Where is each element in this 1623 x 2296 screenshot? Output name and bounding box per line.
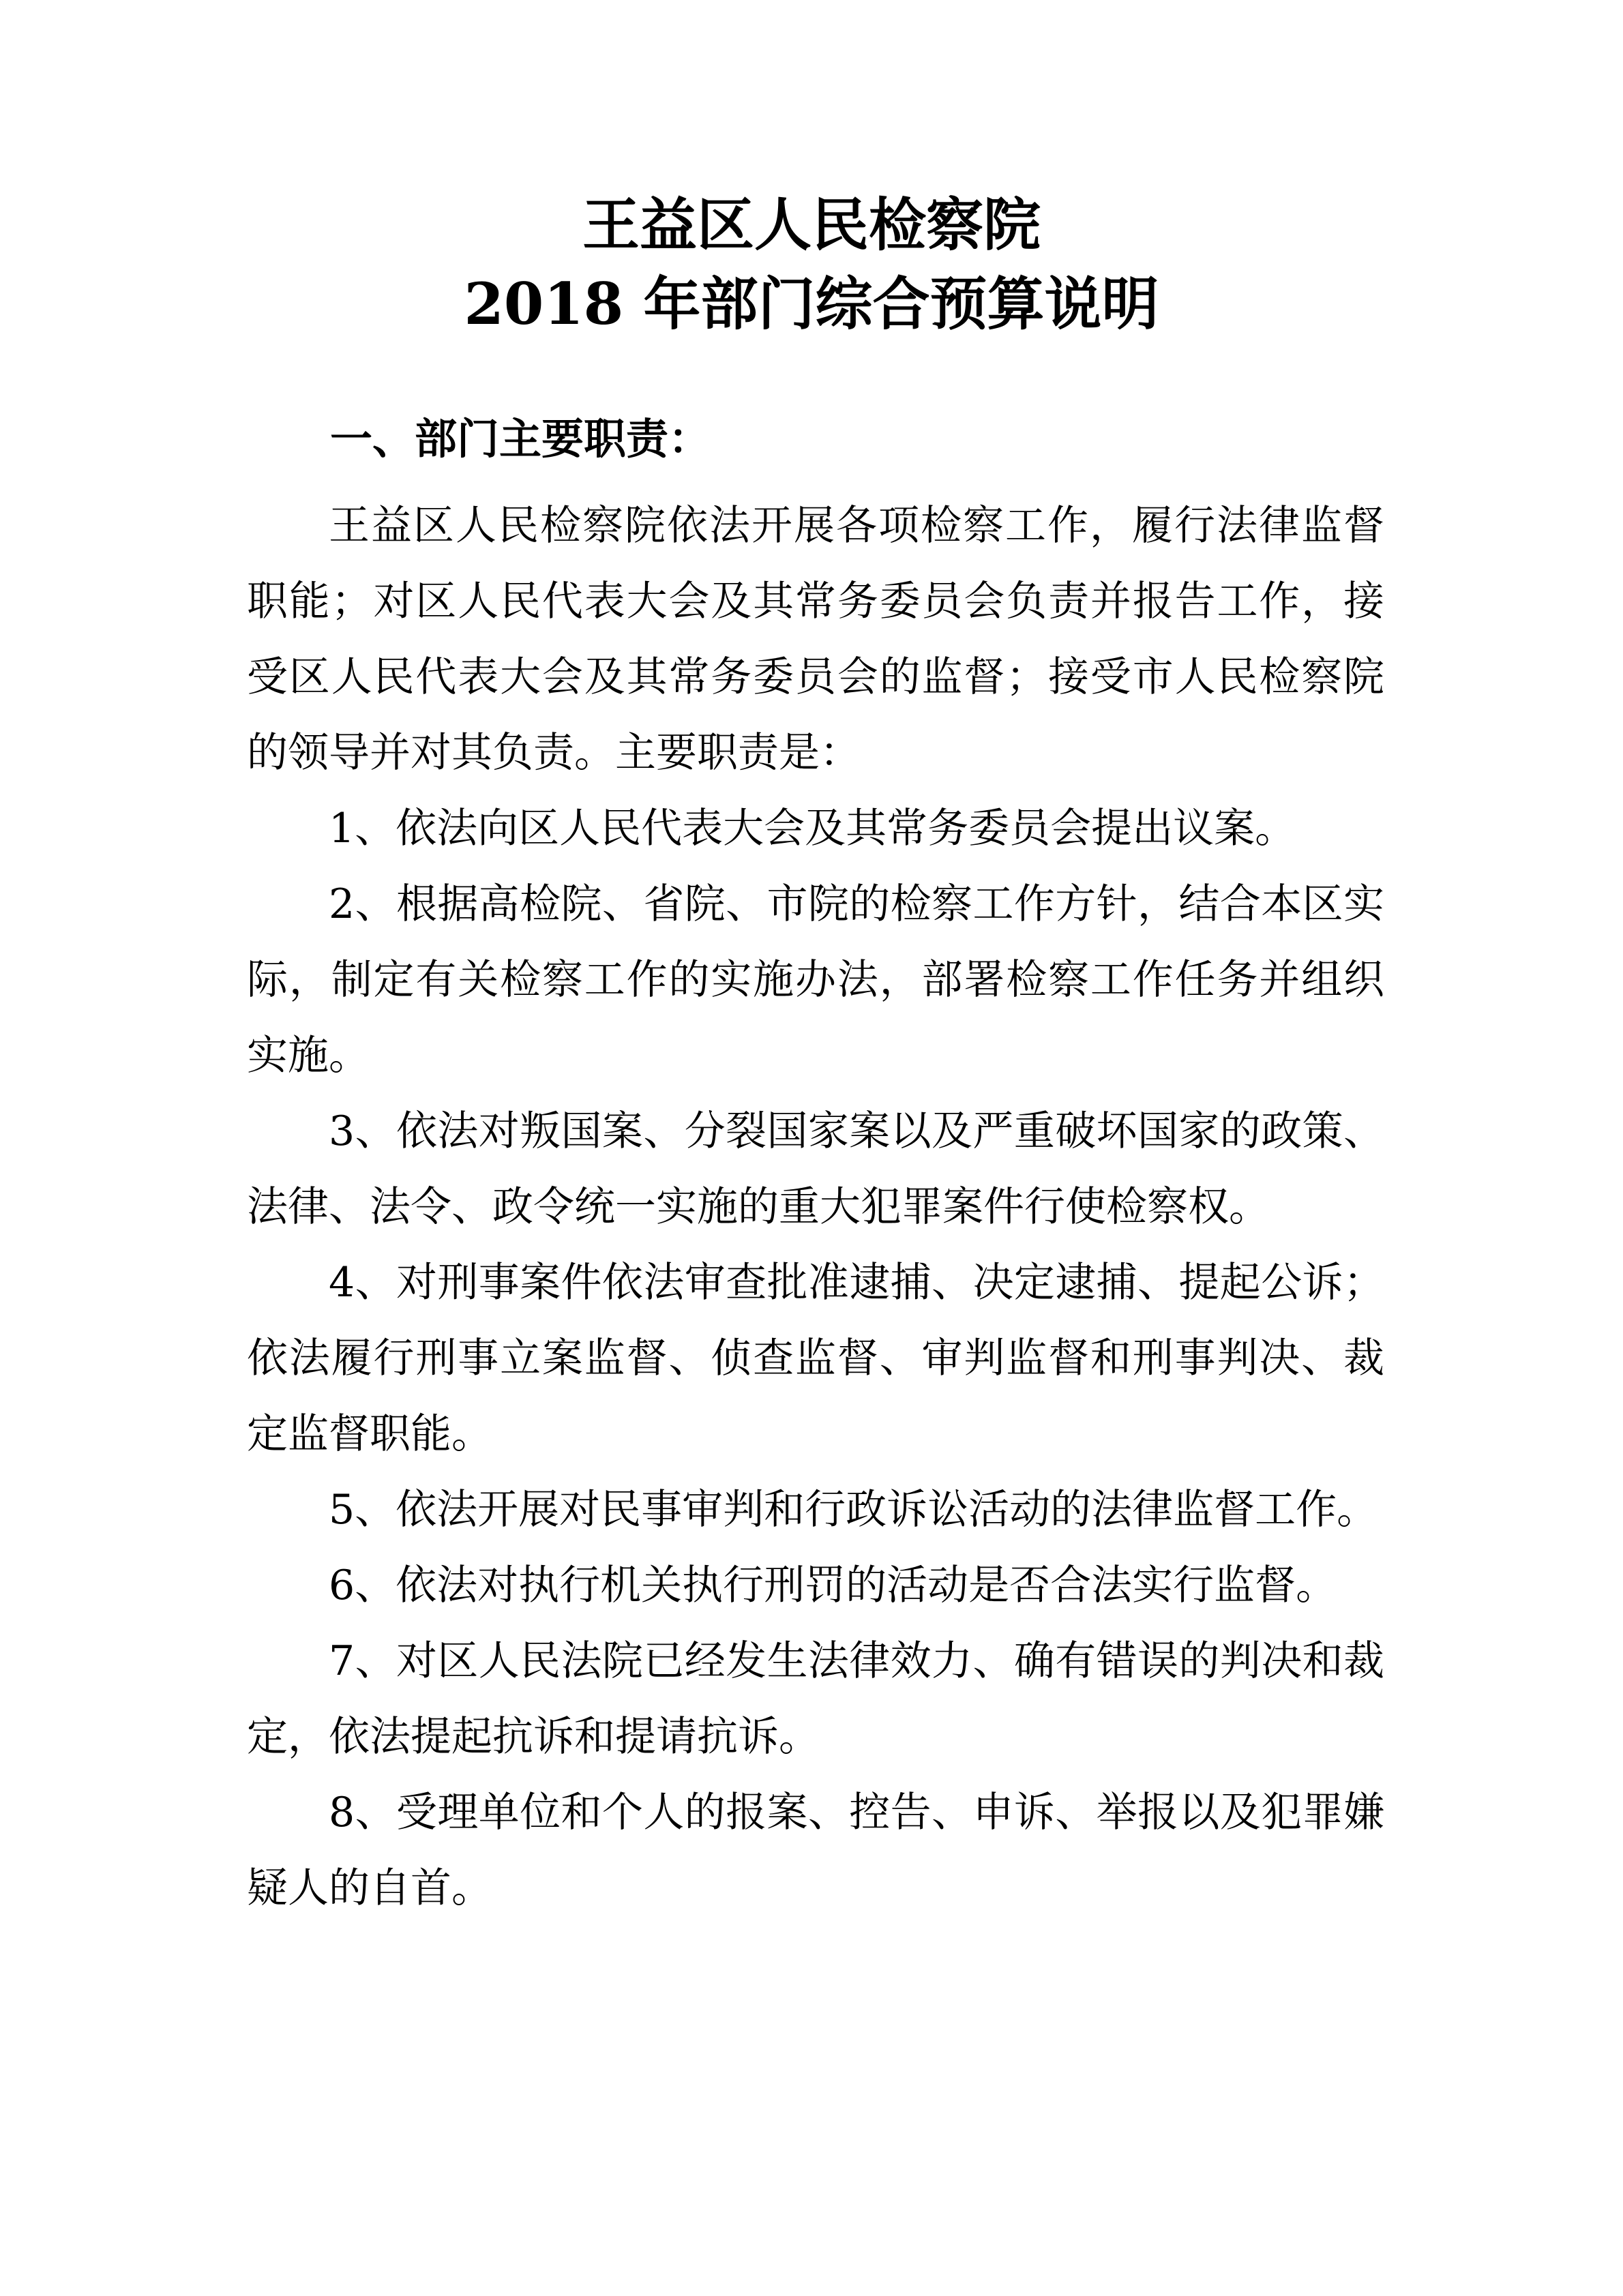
duty-item-3: 3、依法对叛国案、分裂国家案以及严重破坏国家的政策、法律、法令、政令统一实施的重大犯罪案件行使检察权。 <box>247 1107 1384 1231</box>
duty-item-6: 6、依法对执行机关执行刑罚的活动是否合法实行监督。 <box>329 1562 1337 1609</box>
duty-item-5: 5、依法开展对民事审判和行政诉讼活动的法律监督工作。 <box>329 1486 1378 1534</box>
duty-item-8: 8、受理单位和个人的报案、控告、申诉、举报以及犯罪嫌疑人的自首。 <box>247 1789 1384 1912</box>
document-subtitle: 2018 年部门综合预算说明 <box>464 270 1159 338</box>
section-heading-duties: 一、部门主要职责： <box>330 414 711 464</box>
document-title: 王益区人民检察院 <box>582 191 1041 258</box>
duty-item-1: 1、依法向区人民代表大会及其常务委员会提出议案。 <box>329 805 1296 852</box>
intro-paragraph: 王益区人民检察院依法开展各项检察工作，履行法律监督职能；对区人民代表大会及其常务委员会负责并报告工作，接受区人民代表大会及其常务委员会的监督；接受市人民检察院的领导并对其负责。主要职责是： <box>247 502 1384 777</box>
duty-item-2: 2、根据高检院、省院、市院的检察工作方针，结合本区实际，制定有关检察工作的实施办法，部署检察工作任务并组织实施。 <box>247 880 1384 1079</box>
document-body <box>247 488 1384 1926</box>
duty-item-4: 4、对刑事案件依法审查批准逮捕、决定逮捕、提起公诉；依法履行刑事立案监督、侦查监督、审判监督和刑事判决、裁定监督职能。 <box>247 1259 1384 1458</box>
duty-item-7: 7、对区人民法院已经发生法律效力、确有错误的判决和裁定，依法提起抗诉和提请抗诉。 <box>247 1637 1384 1761</box>
